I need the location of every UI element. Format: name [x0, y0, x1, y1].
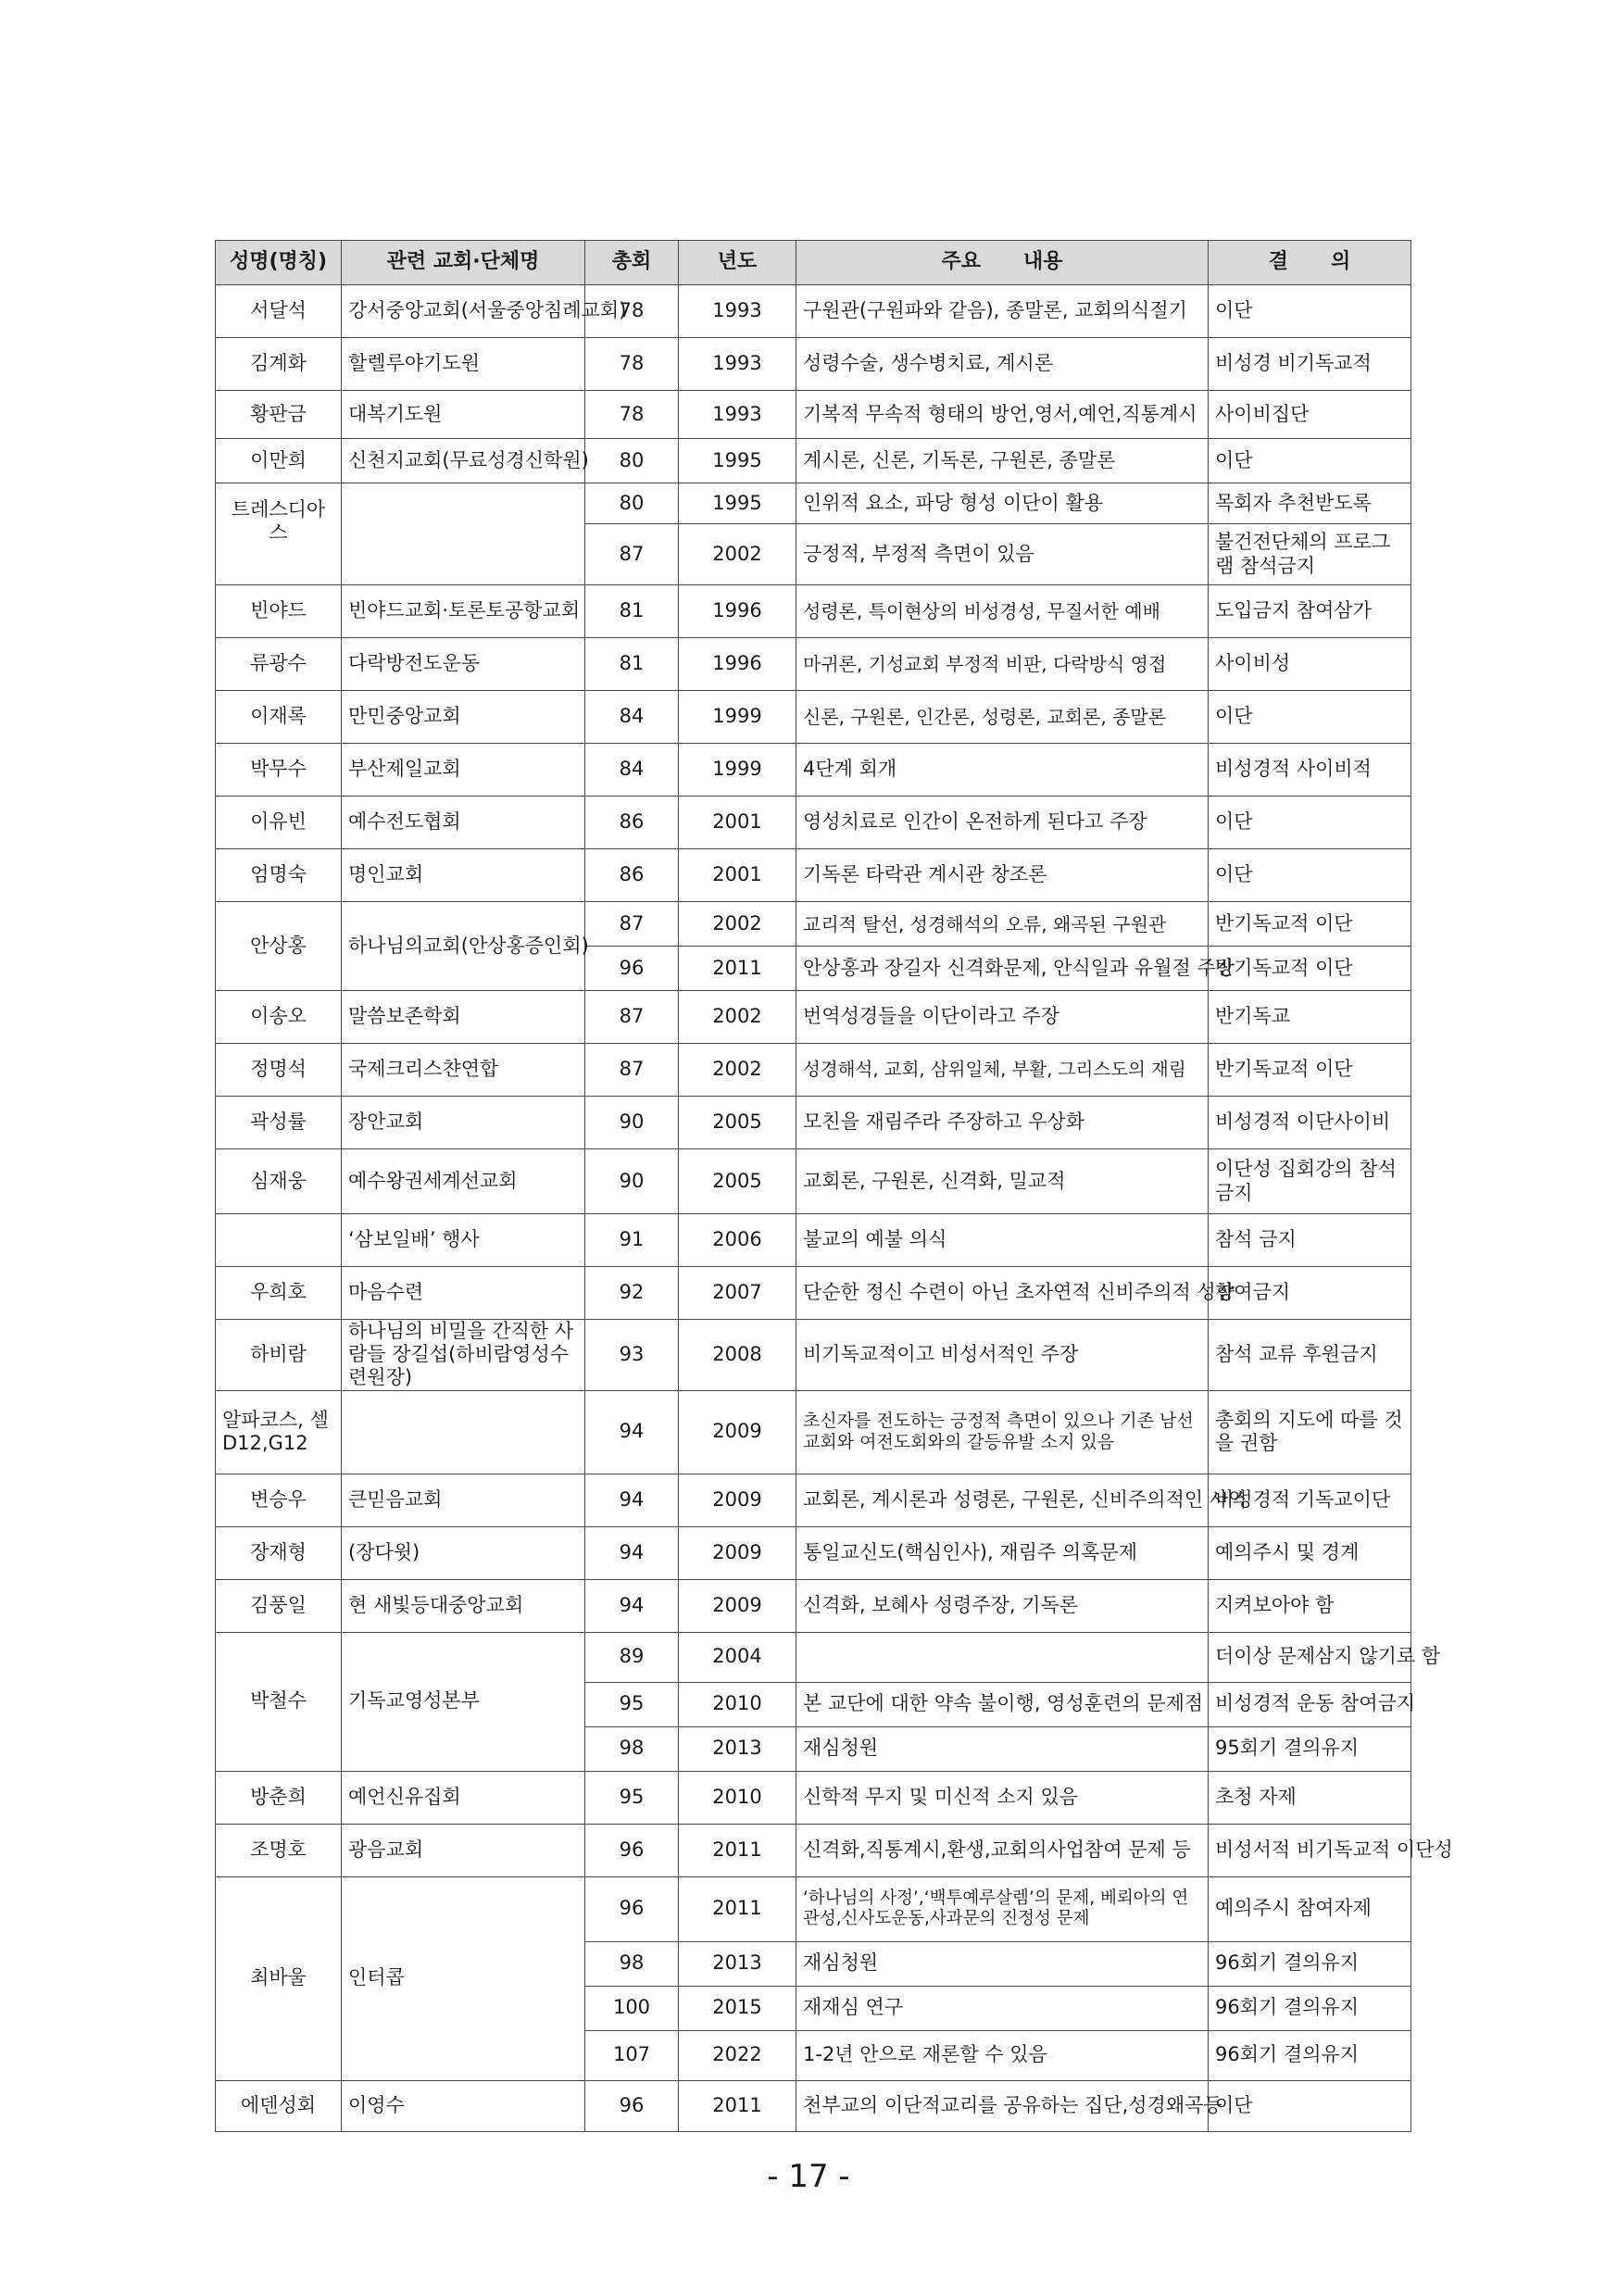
table-row [216, 1267, 1411, 1320]
assembly-cell: 98 [585, 1726, 679, 1771]
content-cell: 재심청원 [796, 1941, 1209, 1986]
org-cell: 말씀보존학회 [342, 991, 585, 1044]
year-cell: 2001 [679, 849, 796, 902]
org-cell: ‘삼보일배’ 행사 [342, 1214, 585, 1267]
table-row [216, 285, 1411, 338]
content-cell: 모친을 재림주라 주장하고 우상화 [796, 1097, 1209, 1149]
decision-cell: 불건전단체의 프로그램 참석금지 [1209, 524, 1411, 585]
year-cell: 2005 [679, 1097, 796, 1149]
name-cell: 알파코스, 셀 D12,G12 [216, 1390, 342, 1474]
content-cell: 인위적 요소, 파당 형성 이단이 활용 [796, 483, 1209, 524]
year-cell: 2008 [679, 1320, 796, 1391]
name-cell: 엄명숙 [216, 849, 342, 902]
decision-cell: 96회기 결의유지 [1209, 1986, 1411, 2030]
decision-cell: 사이비성 [1209, 638, 1411, 691]
decision-cell: 95회기 결의유지 [1209, 1726, 1411, 1771]
name-cell: 류광수 [216, 638, 342, 691]
decision-cell: 이단 [1209, 439, 1411, 483]
decision-cell: 예의주시 및 경계 [1209, 1526, 1411, 1579]
name-cell: 변승우 [216, 1474, 342, 1526]
org-cell: 명인교회 [342, 849, 585, 902]
name-cell: 이재록 [216, 691, 342, 744]
content-cell: ‘하나님의 사정’,‘백투예루살렘’의 문제, 베뢰아의 연관성,신사도운동,사과문의 진정성 문제 [796, 1876, 1209, 1941]
year-cell: 1993 [679, 338, 796, 391]
name-cell: 장재형 [216, 1526, 342, 1579]
table-row [216, 1097, 1411, 1149]
year-cell: 2022 [679, 2030, 796, 2080]
year-cell: 2004 [679, 1632, 796, 1682]
decision-cell: 이단 [1209, 2080, 1411, 2131]
decision-cell: 96회기 결의유지 [1209, 2030, 1411, 2080]
assembly-cell: 81 [585, 585, 679, 638]
name-cell: 이송오 [216, 991, 342, 1044]
decision-cell: 총회의 지도에 따를 것을 권함 [1209, 1390, 1411, 1474]
org-cell: 빈야드교회·토론토공항교회 [342, 585, 585, 638]
assembly-cell: 96 [585, 1876, 679, 1941]
table-row [216, 797, 1411, 849]
assembly-cell: 86 [585, 797, 679, 849]
decision-cell: 반기독교 [1209, 991, 1411, 1044]
assembly-cell: 86 [585, 849, 679, 902]
decision-cell: 도입금지 참여삼가 [1209, 585, 1411, 638]
content-cell: 안상홍과 장길자 신격화문제, 안식일과 유월절 주장 [796, 947, 1209, 991]
org-cell: 광음교회 [342, 1824, 585, 1876]
table-row [216, 439, 1411, 483]
org-cell: 이영수 [342, 2080, 585, 2131]
org-cell: 부산제일교회 [342, 744, 585, 797]
year-cell: 1993 [679, 285, 796, 338]
content-cell: 신학적 무지 및 미신적 소지 있음 [796, 1771, 1209, 1824]
name-cell: 트레스디아스 [216, 483, 342, 585]
year-cell: 2006 [679, 1214, 796, 1267]
year-cell: 2005 [679, 1149, 796, 1214]
decision-cell: 비성경적 기독교이단 [1209, 1474, 1411, 1526]
content-cell: 마귀론, 기성교회 부정적 비판, 다락방식 영접 [796, 638, 1209, 691]
assembly-cell: 90 [585, 1149, 679, 1214]
content-cell: 천부교의 이단적교리를 공유하는 집단,성경왜곡등 [796, 2080, 1209, 2131]
decision-cell: 반기독교적 이단 [1209, 902, 1411, 947]
header-organization: 관련 교회·단체명 [342, 241, 585, 285]
content-cell: 계시론, 신론, 기독론, 구원론, 종말론 [796, 439, 1209, 483]
table-row [216, 483, 1411, 524]
content-cell: 긍정적, 부정적 측면이 있음 [796, 524, 1209, 585]
year-cell: 2009 [679, 1526, 796, 1579]
assembly-cell: 100 [585, 1986, 679, 2030]
content-cell: 성령론, 특이현상의 비성경성, 무질서한 예배 [796, 585, 1209, 638]
assembly-cell: 107 [585, 2030, 679, 2080]
org-cell: 예수전도협회 [342, 797, 585, 849]
decision-cell: 비성경 비기독교적 [1209, 338, 1411, 391]
content-cell: 비기독교적이고 비성서적인 주장 [796, 1320, 1209, 1391]
decision-cell: 더이상 문제삼지 않기로 함 [1209, 1632, 1411, 1682]
org-cell: 신천지교회(무료성경신학원) [342, 439, 585, 483]
year-cell: 2011 [679, 1876, 796, 1941]
year-cell: 2009 [679, 1579, 796, 1632]
org-cell: 국제크리스챤연합 [342, 1044, 585, 1097]
year-cell: 2010 [679, 1682, 796, 1726]
decision-cell: 비성경적 사이비적 [1209, 744, 1411, 797]
decision-cell: 지켜보아야 함 [1209, 1579, 1411, 1632]
table-row [216, 1824, 1411, 1876]
table-row [216, 744, 1411, 797]
decision-cell: 비성서적 비기독교적 이단성 [1209, 1824, 1411, 1876]
decision-cell: 이단성 집회강의 참석금지 [1209, 1149, 1411, 1214]
year-cell: 1999 [679, 744, 796, 797]
assembly-cell: 78 [585, 391, 679, 439]
name-cell: 심재웅 [216, 1149, 342, 1214]
year-cell: 2013 [679, 1726, 796, 1771]
year-cell: 1995 [679, 439, 796, 483]
header-year: 년도 [679, 241, 796, 285]
decision-cell: 참석 교류 후원금지 [1209, 1320, 1411, 1391]
table-row [216, 1320, 1411, 1391]
assembly-cell: 95 [585, 1771, 679, 1824]
org-cell: 할렐루야기도원 [342, 338, 585, 391]
content-cell: 재재심 연구 [796, 1986, 1209, 2030]
name-cell: 최바울 [216, 1876, 342, 2080]
decision-cell: 반기독교적 이단 [1209, 947, 1411, 991]
content-cell: 신론, 구원론, 인간론, 성령론, 교회론, 종말론 [796, 691, 1209, 744]
year-cell: 1993 [679, 391, 796, 439]
table-row [216, 391, 1411, 439]
content-cell: 번역성경들을 이단이라고 주장 [796, 991, 1209, 1044]
name-cell: 곽성률 [216, 1097, 342, 1149]
assembly-cell: 94 [585, 1390, 679, 1474]
assembly-cell: 80 [585, 483, 679, 524]
table-row [216, 1632, 1411, 1682]
year-cell: 2007 [679, 1267, 796, 1320]
name-cell: 빈야드 [216, 585, 342, 638]
org-cell: (장다윗) [342, 1526, 585, 1579]
assembly-cell: 84 [585, 744, 679, 797]
org-cell: 대복기도원 [342, 391, 585, 439]
assembly-cell: 94 [585, 1526, 679, 1579]
year-cell: 2010 [679, 1771, 796, 1824]
year-cell: 1996 [679, 638, 796, 691]
name-cell: 하비람 [216, 1320, 342, 1391]
year-cell: 2011 [679, 1824, 796, 1876]
table-row [216, 1474, 1411, 1526]
assembly-cell: 89 [585, 1632, 679, 1682]
decision-cell: 이단 [1209, 849, 1411, 902]
table-row [216, 1214, 1411, 1267]
table-row [216, 338, 1411, 391]
year-cell: 2009 [679, 1474, 796, 1526]
year-cell: 1996 [679, 585, 796, 638]
decision-cell: 예의주시 참여자제 [1209, 1876, 1411, 1941]
name-cell: 황판금 [216, 391, 342, 439]
assembly-cell: 96 [585, 2080, 679, 2131]
decision-cell: 96회기 결의유지 [1209, 1941, 1411, 1986]
year-cell: 2011 [679, 2080, 796, 2131]
year-cell: 1999 [679, 691, 796, 744]
content-cell: 교회론, 구원론, 신격화, 밀교적 [796, 1149, 1209, 1214]
year-cell: 2011 [679, 947, 796, 991]
table-row [216, 2080, 1411, 2131]
assembly-cell: 81 [585, 638, 679, 691]
assembly-cell: 95 [585, 1682, 679, 1726]
assembly-cell: 87 [585, 1044, 679, 1097]
decision-cell: 참석 금지 [1209, 1214, 1411, 1267]
content-cell: 성경해석, 교회, 삼위일체, 부활, 그리스도의 재림 [796, 1044, 1209, 1097]
content-cell: 교리적 탈선, 성경해석의 오류, 왜곡된 구원관 [796, 902, 1209, 947]
table-row [216, 1579, 1411, 1632]
table-row [216, 691, 1411, 744]
content-cell: 통일교신도(핵심인사), 재림주 의혹문제 [796, 1526, 1209, 1579]
name-cell: 방춘희 [216, 1771, 342, 1824]
assembly-cell: 87 [585, 902, 679, 947]
name-cell: 안상홍 [216, 902, 342, 991]
content-cell: 단순한 정신 수련이 아닌 초자연적 신비주의적 성향 [796, 1267, 1209, 1320]
assembly-cell: 80 [585, 439, 679, 483]
content-cell: 본 교단에 대한 약속 불이행, 영성훈련의 문제점 [796, 1682, 1209, 1726]
assembly-cell: 96 [585, 947, 679, 991]
org-cell [342, 1390, 585, 1474]
decision-cell: 초청 자제 [1209, 1771, 1411, 1824]
year-cell: 2015 [679, 1986, 796, 2030]
org-cell: 장안교회 [342, 1097, 585, 1149]
assembly-cell: 96 [585, 1824, 679, 1876]
content-cell: 기독론 타락관 계시관 창조론 [796, 849, 1209, 902]
year-cell: 2013 [679, 1941, 796, 1986]
assembly-cell: 87 [585, 991, 679, 1044]
assembly-cell: 87 [585, 524, 679, 585]
name-cell: 에덴성회 [216, 2080, 342, 2131]
content-cell: 기복적 무속적 형태의 방언,영서,예언,직통계시 [796, 391, 1209, 439]
org-cell: 현 새빛등대중앙교회 [342, 1579, 585, 1632]
content-cell: 재심청원 [796, 1726, 1209, 1771]
table-row [216, 1390, 1411, 1474]
content-cell: 성령수술, 생수병치료, 계시론 [796, 338, 1209, 391]
content-cell: 불교의 예불 의식 [796, 1214, 1209, 1267]
content-cell: 교회론, 계시론과 성령론, 구원론, 신비주의적인 사역 [796, 1474, 1209, 1526]
assembly-cell: 78 [585, 285, 679, 338]
decision-cell: 이단 [1209, 285, 1411, 338]
header-content: 주요 내용 [796, 241, 1209, 285]
decision-cell: 참여금지 [1209, 1267, 1411, 1320]
table-row [216, 902, 1411, 947]
table-row [216, 638, 1411, 691]
decision-cell: 비성경적 운동 참여금지 [1209, 1682, 1411, 1726]
assembly-cell: 94 [585, 1474, 679, 1526]
header-decision: 결 의 [1209, 241, 1411, 285]
name-cell: 김풍일 [216, 1579, 342, 1632]
header-name: 성명(명칭) [216, 241, 342, 285]
content-cell: 신격화,직통계시,환생,교회의사업참여 문제 등 [796, 1824, 1209, 1876]
year-cell: 2009 [679, 1390, 796, 1474]
assembly-cell: 94 [585, 1579, 679, 1632]
org-cell: 인터콥 [342, 1876, 585, 2080]
name-cell: 우희호 [216, 1267, 342, 1320]
decision-cell: 이단 [1209, 797, 1411, 849]
year-cell: 2002 [679, 991, 796, 1044]
year-cell: 2002 [679, 902, 796, 947]
org-cell: 강서중앙교회(서울중앙침례교회) [342, 285, 585, 338]
heresy-resolution-table [215, 240, 1453, 2132]
name-cell: 이만희 [216, 439, 342, 483]
decision-cell: 이단 [1209, 691, 1411, 744]
table-row [216, 1149, 1411, 1214]
org-cell: 큰믿음교회 [342, 1474, 585, 1526]
name-cell: 박무수 [216, 744, 342, 797]
name-cell: 조명호 [216, 1824, 342, 1876]
content-cell: 초신자를 전도하는 긍정적 측면이 있으나 기존 남선교회와 여전도회와의 갈등유발 소지 있음 [796, 1390, 1209, 1474]
org-cell: 하나님의교회(안상홍증인회) [342, 902, 585, 991]
name-cell: 서달석 [216, 285, 342, 338]
assembly-cell: 78 [585, 338, 679, 391]
assembly-cell: 91 [585, 1214, 679, 1267]
year-cell: 2002 [679, 1044, 796, 1097]
name-cell: 김계화 [216, 338, 342, 391]
org-cell: 기독교영성본부 [342, 1632, 585, 1771]
decision-cell: 사이비집단 [1209, 391, 1411, 439]
name-cell [216, 1214, 342, 1267]
decision-cell: 목회자 추천받도록 [1209, 483, 1411, 524]
table-row [216, 1526, 1411, 1579]
content-cell: 구원관(구원파와 같음), 종말론, 교회의식절기 [796, 285, 1209, 338]
decision-cell: 반기독교적 이단 [1209, 1044, 1411, 1097]
content-cell: 1-2년 안으로 재론할 수 있음 [796, 2030, 1209, 2080]
year-cell: 2001 [679, 797, 796, 849]
name-cell: 박철수 [216, 1632, 342, 1771]
table-row [216, 1044, 1411, 1097]
table-row [216, 991, 1411, 1044]
name-cell: 이유빈 [216, 797, 342, 849]
content-cell: 영성치료로 인간이 온전하게 된다고 주장 [796, 797, 1209, 849]
org-cell: 예수왕권세계선교회 [342, 1149, 585, 1214]
table-row [216, 585, 1411, 638]
table-row [216, 849, 1411, 902]
org-cell: 예언신유집회 [342, 1771, 585, 1824]
org-cell: 하나님의 비밀을 간직한 사람들 장길섭(하비람영성수련원장) [342, 1320, 585, 1391]
assembly-cell: 90 [585, 1097, 679, 1149]
table-row [216, 1771, 1411, 1824]
name-cell: 정명석 [216, 1044, 342, 1097]
content-cell [796, 1632, 1209, 1682]
assembly-cell: 92 [585, 1267, 679, 1320]
table-header-row [216, 241, 1411, 285]
org-cell [342, 483, 585, 585]
table-row [216, 1876, 1411, 1941]
page-number: - 17 - [767, 2158, 850, 2195]
org-cell: 마음수련 [342, 1267, 585, 1320]
org-cell: 만민중앙교회 [342, 691, 585, 744]
assembly-cell: 84 [585, 691, 679, 744]
decision-cell: 비성경적 이단사이비 [1209, 1097, 1411, 1149]
assembly-cell: 93 [585, 1320, 679, 1391]
year-cell: 1995 [679, 483, 796, 524]
header-assembly: 총회 [585, 241, 679, 285]
content-cell: 4단계 회개 [796, 744, 1209, 797]
org-cell: 다락방전도운동 [342, 638, 585, 691]
content-cell: 신격화, 보혜사 성령주장, 기독론 [796, 1579, 1209, 1632]
assembly-cell: 98 [585, 1941, 679, 1986]
year-cell: 2002 [679, 524, 796, 585]
